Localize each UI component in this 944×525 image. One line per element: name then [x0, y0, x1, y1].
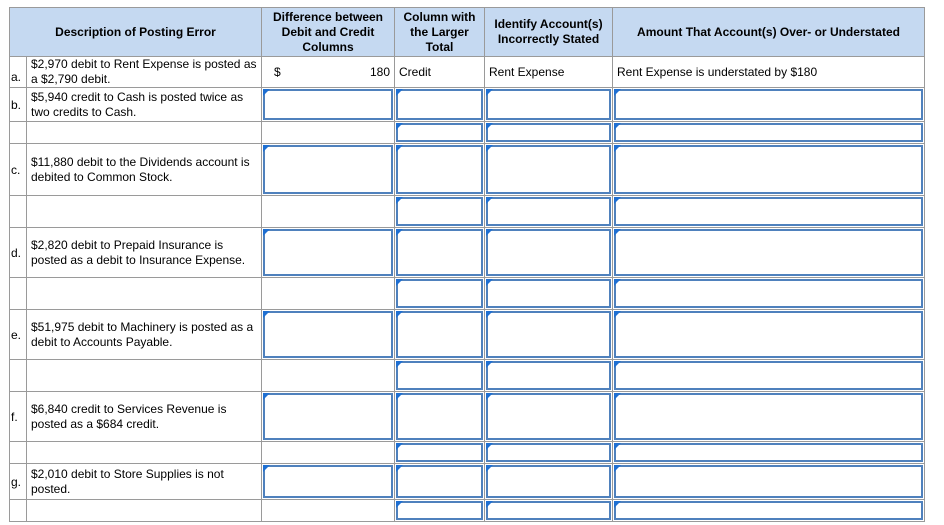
- row-letter: e.: [10, 310, 27, 360]
- amount-input[interactable]: [613, 464, 925, 500]
- account-select[interactable]: [485, 144, 613, 196]
- account-select[interactable]: [485, 464, 613, 500]
- row-description: $11,880 debit to the Dividends account is debited to Common Stock.: [27, 144, 262, 196]
- amount-input[interactable]: [613, 500, 925, 522]
- header-column: Column with the Larger Total: [395, 8, 485, 57]
- header-amount: Amount That Account(s) Over- or Understated: [613, 8, 925, 57]
- table-row: [10, 360, 925, 392]
- row-letter: d.: [10, 228, 27, 278]
- table-row: [10, 278, 925, 310]
- table-row: [10, 500, 925, 522]
- difference-value: 180: [369, 65, 390, 79]
- amount-input[interactable]: [613, 392, 925, 442]
- row-letter: f.: [10, 392, 27, 442]
- row-letter: c.: [10, 144, 27, 196]
- column-select[interactable]: [395, 360, 485, 392]
- account-select[interactable]: [485, 360, 613, 392]
- column-select[interactable]: [395, 442, 485, 464]
- table-row: [10, 196, 925, 228]
- header-description: Description of Posting Error: [10, 8, 262, 57]
- account-select[interactable]: [485, 196, 613, 228]
- column-select[interactable]: [395, 500, 485, 522]
- row-letter: g.: [10, 464, 27, 500]
- column-select[interactable]: [395, 278, 485, 310]
- amount-input[interactable]: [613, 310, 925, 360]
- difference-input[interactable]: [262, 228, 395, 278]
- row-letter: a.: [10, 57, 27, 88]
- column-value: Credit: [399, 65, 432, 79]
- account-select[interactable]: [485, 500, 613, 522]
- difference-input[interactable]: [262, 88, 395, 122]
- header-row: [10, 8, 925, 57]
- amount-input[interactable]: [613, 360, 925, 392]
- column-select[interactable]: [395, 196, 485, 228]
- row-description: $51,975 debit to Machinery is posted as a debit to Accounts Payable.: [27, 310, 262, 360]
- amount-input[interactable]: [613, 122, 925, 144]
- table-row: [10, 228, 925, 278]
- difference-input[interactable]: [262, 310, 395, 360]
- difference-input[interactable]: [262, 392, 395, 442]
- amount-input[interactable]: [613, 228, 925, 278]
- table-row: [10, 442, 925, 464]
- row-letter: b.: [10, 88, 27, 122]
- account-select[interactable]: [485, 278, 613, 310]
- currency-symbol: $: [274, 65, 281, 79]
- column-select[interactable]: [395, 464, 485, 500]
- amount-value: Rent Expense is understated by $180: [617, 65, 818, 79]
- table-row: [10, 464, 925, 500]
- table-row: [10, 144, 925, 196]
- table-row: [10, 310, 925, 360]
- table-row: [10, 122, 925, 144]
- account-select[interactable]: [485, 442, 613, 464]
- column-select[interactable]: [395, 392, 485, 442]
- account-value-cell[interactable]: [485, 57, 613, 88]
- amount-input[interactable]: [613, 196, 925, 228]
- row-description: $2,010 debit to Store Supplies is not posted.: [27, 464, 262, 500]
- account-select[interactable]: [485, 310, 613, 360]
- difference-input[interactable]: [262, 464, 395, 500]
- row-description: $2,820 debit to Prepaid Insurance is posted as a debit to Insurance Expense.: [27, 228, 262, 278]
- row-description: $6,840 credit to Services Revenue is posted as a $684 credit.: [27, 392, 262, 442]
- difference-value-cell[interactable]: [262, 57, 395, 88]
- difference-input[interactable]: [262, 144, 395, 196]
- amount-input[interactable]: [613, 278, 925, 310]
- column-select[interactable]: [395, 310, 485, 360]
- account-value: Rent Expense: [489, 65, 565, 79]
- table-row: [10, 57, 925, 88]
- account-select[interactable]: [485, 228, 613, 278]
- amount-input[interactable]: [613, 144, 925, 196]
- column-value-cell[interactable]: [395, 57, 485, 88]
- header-difference: Difference between Debit and Credit Columns: [262, 8, 395, 57]
- amount-input[interactable]: [613, 88, 925, 122]
- account-select[interactable]: [485, 88, 613, 122]
- column-select[interactable]: [395, 228, 485, 278]
- column-select[interactable]: [395, 88, 485, 122]
- account-select[interactable]: [485, 392, 613, 442]
- posting-error-table: [9, 7, 925, 522]
- table-row: [10, 88, 925, 122]
- amount-value-cell[interactable]: [613, 57, 925, 88]
- row-description: $2,970 debit to Rent Expense is posted as a $2,790 debit.: [27, 57, 262, 88]
- amount-input[interactable]: [613, 442, 925, 464]
- row-description: $5,940 credit to Cash is posted twice as two credits to Cash.: [27, 88, 262, 122]
- column-select[interactable]: [395, 122, 485, 144]
- account-select[interactable]: [485, 122, 613, 144]
- column-select[interactable]: [395, 144, 485, 196]
- table-row: [10, 392, 925, 442]
- header-accounts: Identify Account(s) Incorrectly Stated: [485, 8, 613, 57]
